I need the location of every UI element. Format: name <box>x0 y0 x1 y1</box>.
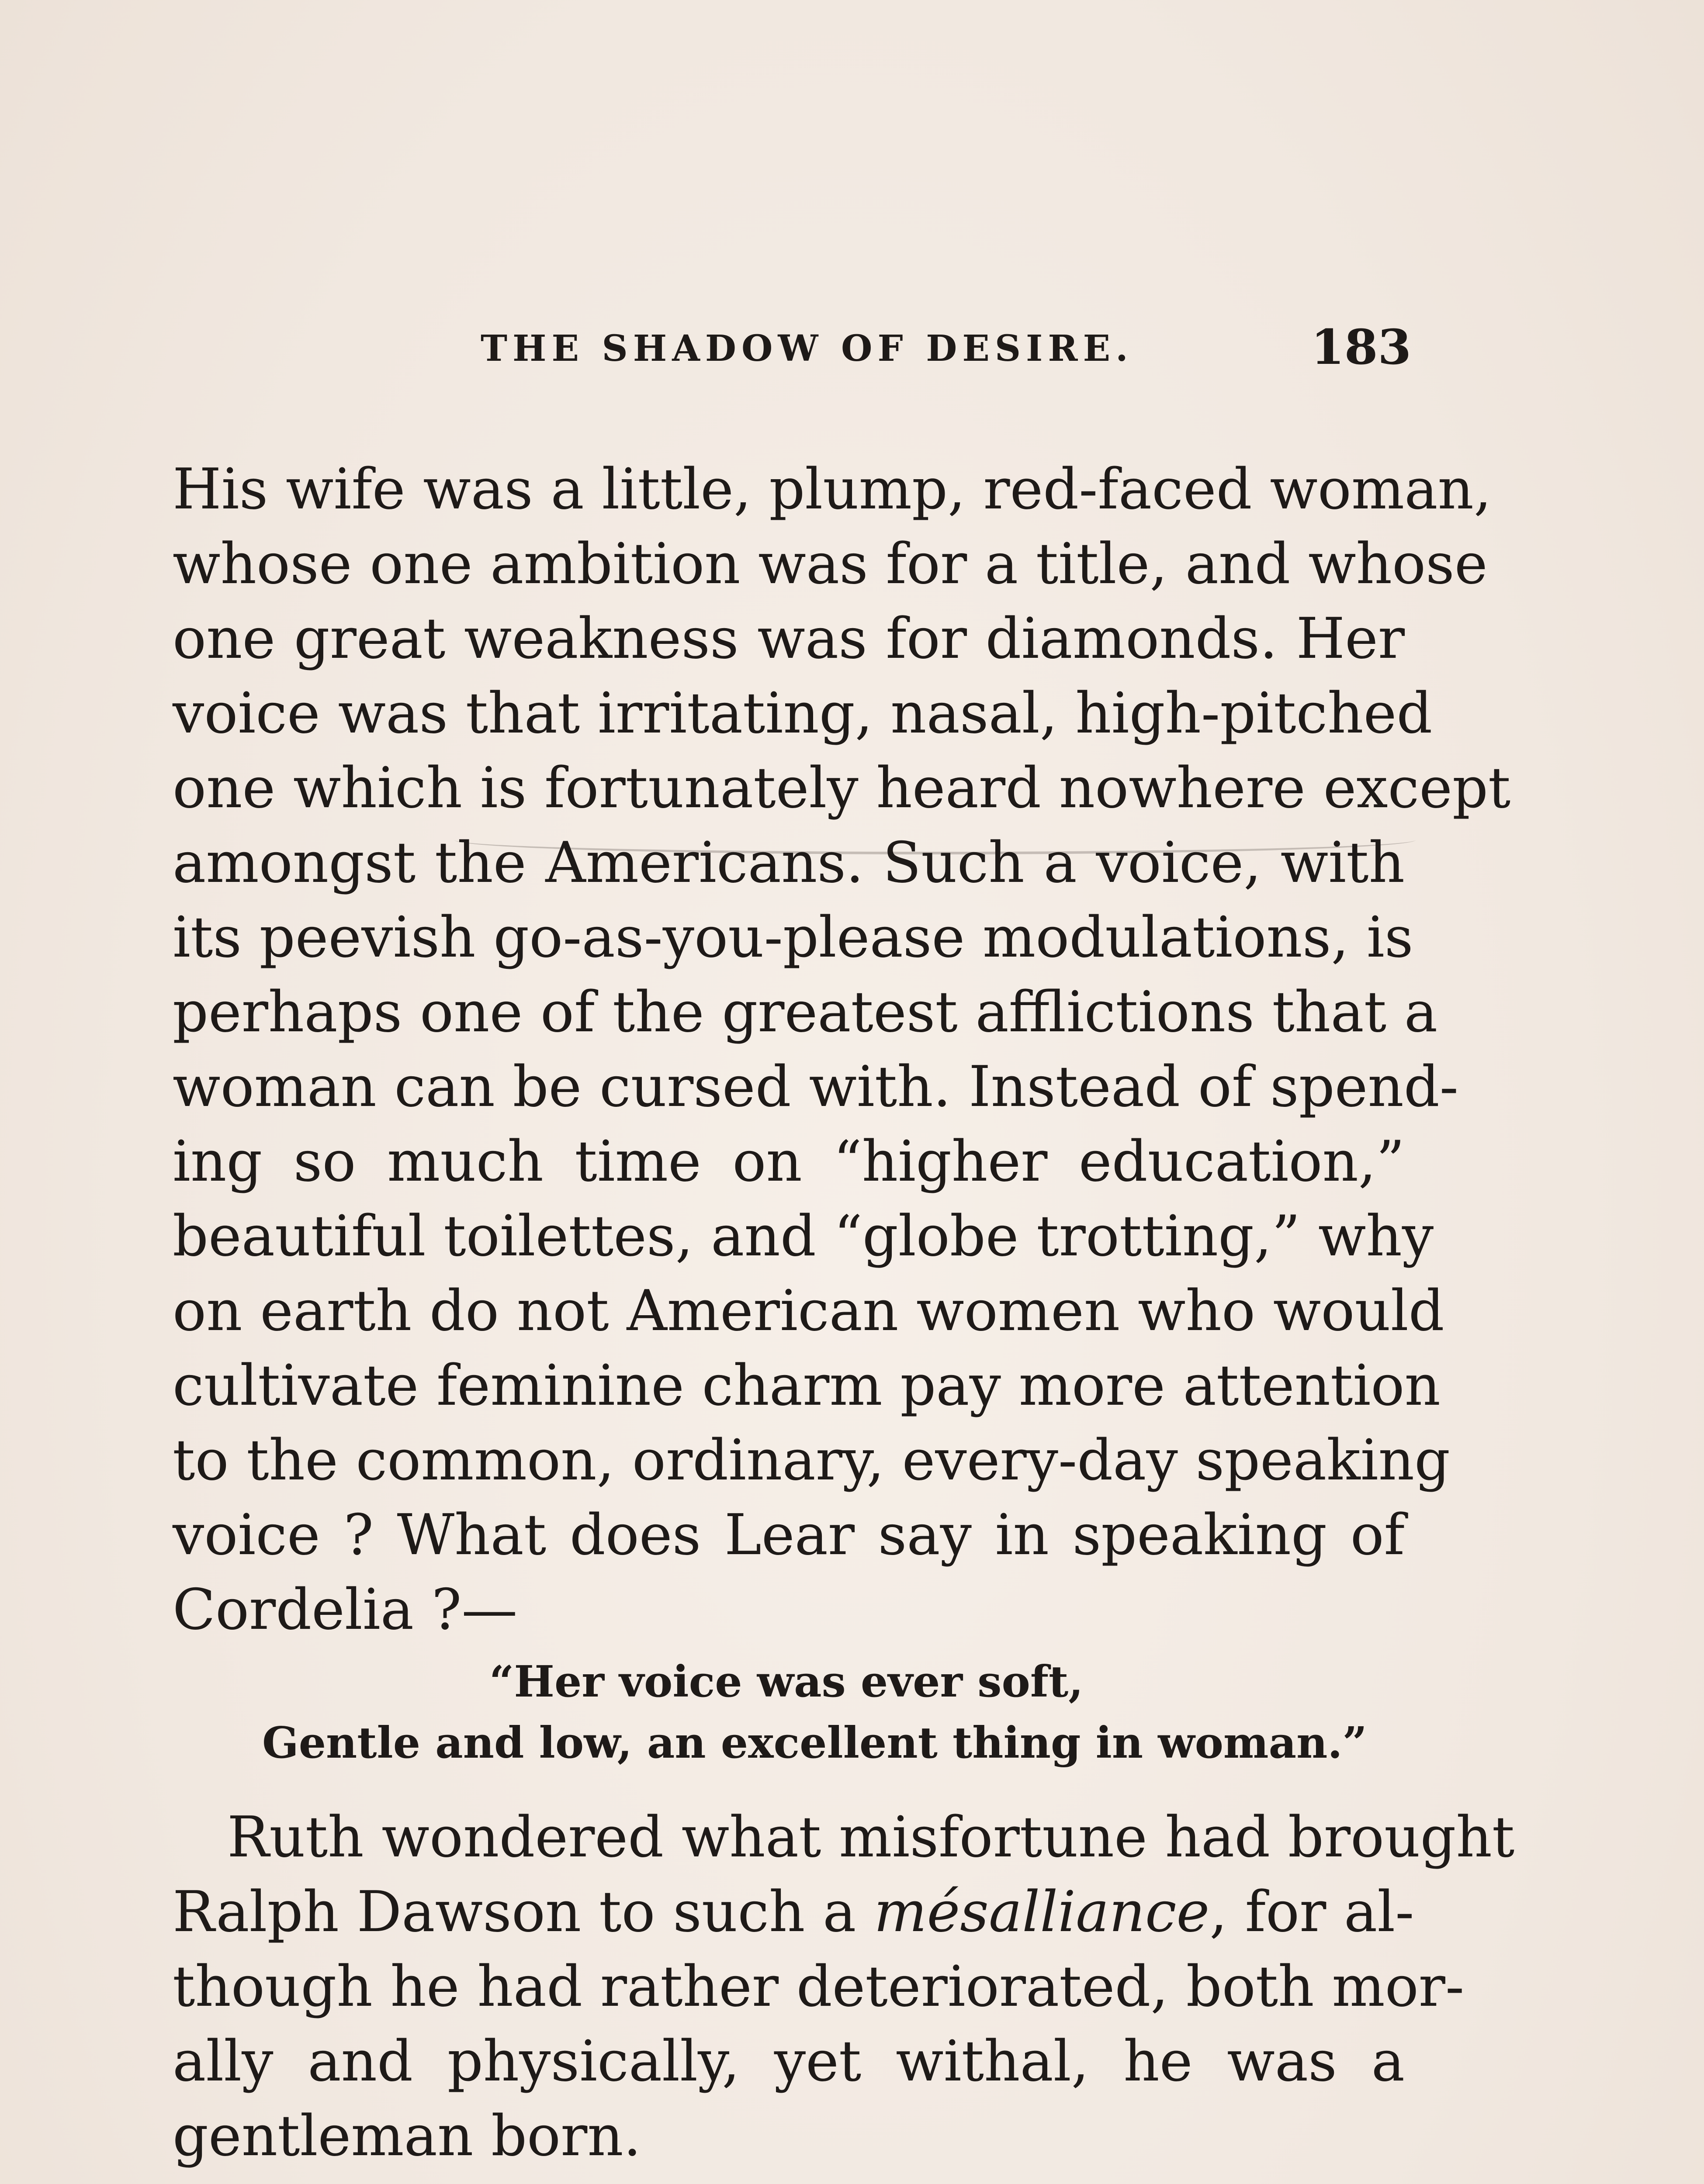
paragraph-1 <box>173 452 1511 1647</box>
text-line: perhaps one of the greatest afflictions that a <box>173 980 1438 1045</box>
text-line: Ruth wondered what misfortune had brought <box>227 1805 1515 1870</box>
running-title: THE SHADOW OF DESIRE. <box>481 328 1133 370</box>
quote-line: Gentle and low, an excellent thing in woman.” <box>262 1718 1367 1768</box>
text-line: to the common, ordinary, every-day speaking <box>173 1428 1450 1493</box>
text-line: one which is fortunately heard nowhere except <box>173 756 1511 821</box>
text-line: ing so much time on “higher education,” <box>173 1129 1405 1194</box>
block-quote <box>173 1647 1405 1800</box>
body-text <box>173 452 1515 2184</box>
quote-line: “Her voice was ever soft, <box>489 1657 1084 1707</box>
text-line: voice ? What does Lear say in speaking of <box>173 1503 1405 1568</box>
text-span: Ralph Dawson to such a <box>173 1880 874 1945</box>
text-line: ally and physically, yet withal, he was a <box>173 2029 1405 2094</box>
text-line: voice was that irritating, nasal, high-pitched <box>173 681 1433 746</box>
page-number: 183 <box>1311 319 1411 375</box>
italic-word: mésalliance <box>874 1880 1210 1945</box>
text-line: on earth do not American women who would <box>173 1279 1444 1344</box>
text-line <box>173 2182 1405 2184</box>
text-line: woman can be cursed with. Instead of spend- <box>173 1054 1458 1120</box>
text-line: gentleman born. <box>173 2104 641 2169</box>
text-line: though he had rather deteriorated, both mor- <box>173 1954 1465 2019</box>
text-line: Cordelia ?— <box>173 1577 518 1642</box>
paragraph-2 <box>173 1800 1515 2174</box>
paragraph-gap <box>173 2174 1405 2182</box>
text-line: whose one ambition was for a title, and whose <box>173 532 1488 597</box>
text-line: one great weakness was for diamonds. Her <box>173 606 1405 671</box>
paragraph-3 <box>173 2182 1405 2184</box>
text-span: , for al- <box>1209 1880 1414 1945</box>
text-line: His wife was a little, plump, red-faced woman, <box>173 457 1492 522</box>
text-line <box>173 1875 1414 1949</box>
text-line: cultivate feminine charm pay more attention <box>173 1353 1441 1418</box>
text-line: its peevish go-as-you-please modulations, is <box>173 905 1413 970</box>
page-header <box>481 319 1411 380</box>
text-line: amongst the Americans. Such a voice, with <box>173 830 1405 895</box>
text-line: beautiful toilettes, and “globe trotting,” why <box>173 1204 1434 1269</box>
